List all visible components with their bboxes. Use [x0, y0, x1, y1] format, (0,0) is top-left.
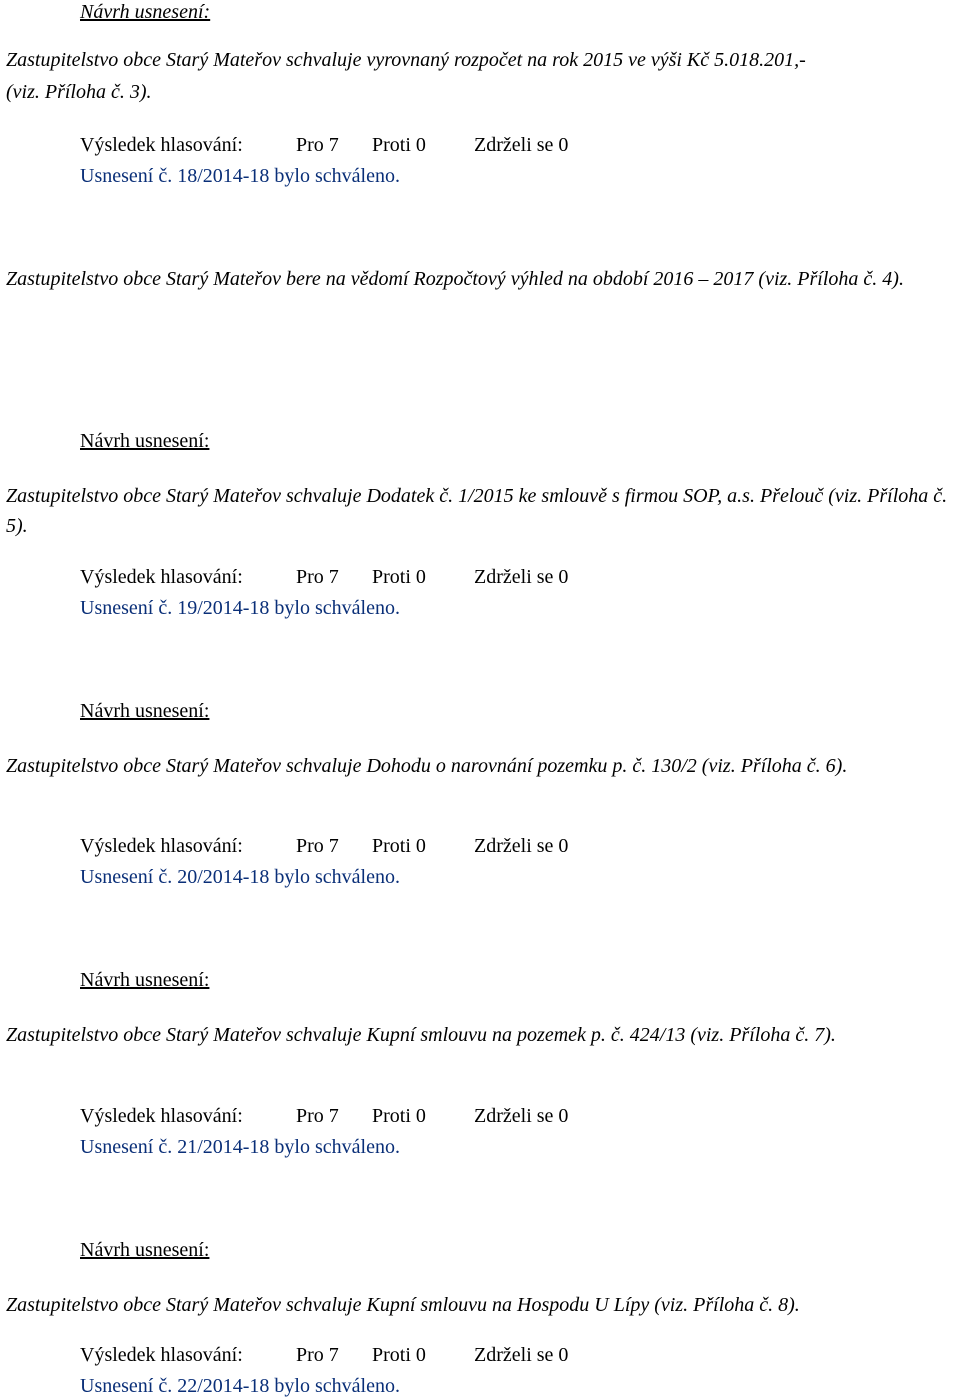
vote-pro: Pro 7: [296, 1344, 339, 1366]
vote-label: Výsledek hlasování:: [80, 566, 243, 588]
proposal-heading: Návrh usnesení:: [80, 1239, 210, 1261]
resolution-text-continued: (viz. Příloha č. 3).: [6, 81, 152, 103]
vote-abstained: Zdrželi se 0: [474, 134, 569, 156]
resolution-result: Usnesení č. 22/2014-18 bylo schváleno.: [80, 1375, 400, 1397]
resolution-text: Zastupitelstvo obce Starý Mateřov schvaluje Kupní smlouvu na pozemek p. č. 424/13 (viz. Příloha č. 7).: [6, 1024, 836, 1046]
resolution-result: Usnesení č. 20/2014-18 bylo schváleno.: [80, 866, 400, 888]
resolution-result: Usnesení č. 18/2014-18 bylo schváleno.: [80, 165, 400, 187]
proposal-heading: Návrh usnesení:: [80, 1, 211, 23]
vote-abstained: Zdrželi se 0: [474, 835, 569, 857]
vote-label: Výsledek hlasování:: [80, 1344, 243, 1366]
vote-proti: Proti 0: [372, 1105, 426, 1127]
resolution-result: Usnesení č. 19/2014-18 bylo schváleno.: [80, 597, 400, 619]
vote-pro: Pro 7: [296, 835, 339, 857]
resolution-text: Zastupitelstvo obce Starý Mateřov schvaluje vyrovnaný rozpočet na rok 2015 ve výši Kč 5.018.201,-: [6, 49, 806, 71]
resolution-result: Usnesení č. 21/2014-18 bylo schváleno.: [80, 1136, 400, 1158]
vote-proti: Proti 0: [372, 566, 426, 588]
resolution-text: Zastupitelstvo obce Starý Mateřov schvaluje Dohodu o narovnání pozemku p. č. 130/2 (viz. Příloha č. 6).: [6, 755, 848, 777]
vote-abstained: Zdrželi se 0: [474, 1344, 569, 1366]
vote-pro: Pro 7: [296, 134, 339, 156]
resolution-text: Zastupitelstvo obce Starý Mateřov schvaluje Kupní smlouvu na Hospodu U Lípy (viz. Příloha č. 8).: [6, 1294, 800, 1316]
vote-label: Výsledek hlasování:: [80, 1105, 243, 1127]
proposal-heading: Návrh usnesení:: [80, 969, 210, 991]
resolution-text: Zastupitelstvo obce Starý Mateřov schvaluje Dodatek č. 1/2015 ke smlouvě s firmou SOP, a.s. Přelouč (viz. Příloha č. 5).: [6, 485, 948, 537]
vote-proti: Proti 0: [372, 835, 426, 857]
proposal-heading: Návrh usnesení:: [80, 430, 210, 452]
vote-label: Výsledek hlasování:: [80, 835, 243, 857]
vote-abstained: Zdrželi se 0: [474, 1105, 569, 1127]
vote-abstained: Zdrželi se 0: [474, 566, 569, 588]
resolution-text: Zastupitelstvo obce Starý Mateřov bere na vědomí Rozpočtový výhled na období 2016 – 2017 (viz. Příloha č. 4).: [6, 268, 904, 290]
vote-proti: Proti 0: [372, 134, 426, 156]
vote-proti: Proti 0: [372, 1344, 426, 1366]
vote-pro: Pro 7: [296, 566, 339, 588]
vote-label: Výsledek hlasování:: [80, 134, 243, 156]
proposal-heading: Návrh usnesení:: [80, 700, 210, 722]
vote-pro: Pro 7: [296, 1105, 339, 1127]
